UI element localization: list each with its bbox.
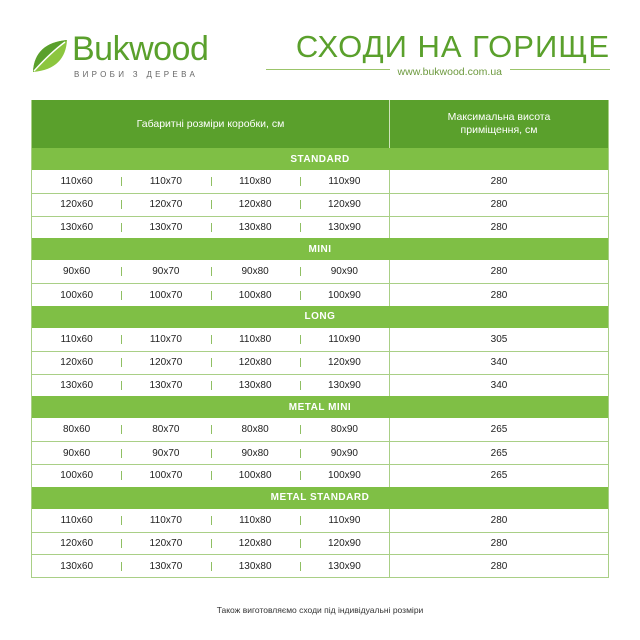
dimension-cell: 120х60 [60,199,94,211]
table-row [32,170,608,193]
dimension-cells [32,328,390,351]
leaf-icon [30,36,70,76]
dimension-cells [32,465,390,487]
dimension-cell: 110х90 [300,515,389,526]
dimension-cell: 130х80 [211,222,300,233]
brand-logo[interactable] [30,28,209,84]
dimension-cell: 80х80 [211,424,300,435]
dimension-cell: 110х80 [211,176,300,187]
dimension-cell: 90х70 [121,266,210,277]
dimension-cells [32,442,390,464]
dimension-cell: 120х60 [60,357,94,369]
table-row [32,216,608,239]
table-row [32,283,608,306]
max-height-cell: 280 [490,289,508,301]
dimension-cell: 130х70 [121,380,210,391]
dimension-cell: 120х60 [60,537,94,549]
section-header: MINI [32,238,608,260]
table-row [32,509,608,532]
dimension-cell: 130х60 [60,379,94,391]
dimension-cell: 100х60 [60,470,94,482]
max-height-cell: 265 [490,424,508,436]
table-row [32,464,608,487]
table-row [32,328,608,351]
dimension-cell: 110х90 [300,176,389,187]
dimension-cells [32,217,390,239]
dimension-cells [32,194,390,216]
column-header-dimensions: Габаритні розміри коробки, см [32,100,390,148]
brand-name: Bukwood [72,30,209,68]
dimension-cell: 130х60 [60,560,94,572]
table-row [32,374,608,397]
dimension-cells [32,352,390,374]
footnote: Також виготовляємо сходи під індивідуальні розміри [216,605,424,615]
table-row [32,418,608,441]
dimension-cell: 110х60 [60,175,93,187]
max-height-cell: 280 [490,175,508,187]
dimension-cell: 80х60 [63,424,91,436]
dimension-cells [32,533,390,555]
dimension-cell: 90х80 [211,448,300,459]
table-row [32,260,608,283]
dimension-cell: 120х90 [300,357,389,368]
dimension-cell: 110х90 [300,334,389,345]
column-header-max-height-label: Максимальна висота приміщення, см [447,111,551,136]
dimension-cells [32,555,390,577]
size-table [31,100,609,578]
dimension-cell: 110х70 [121,515,210,526]
dimension-cell: 120х70 [121,199,210,210]
page-title: СХОДИ НА ГОРИЩЕ [295,29,610,64]
dimension-cell: 120х70 [121,357,210,368]
table-header [32,100,608,148]
dimension-cell: 90х90 [300,266,389,277]
section-header: METAL MINI [32,396,608,418]
dimension-cell: 80х90 [300,424,389,435]
dimension-cell: 130х90 [300,380,389,391]
section-rows [32,260,608,306]
dimension-cell: 120х90 [300,199,389,210]
dimension-cells [32,418,390,441]
dimension-cell: 130х80 [211,380,300,391]
dimension-cell: 120х80 [211,538,300,549]
dimension-cells [32,260,390,283]
dimension-cell: 100х80 [211,470,300,481]
dimension-cell: 90х80 [211,266,300,277]
max-height-cell: 340 [490,357,508,369]
dimension-cell: 130х70 [121,561,210,572]
table-row [32,351,608,374]
dimension-cell: 100х80 [211,290,300,301]
dimension-cell: 100х70 [121,290,210,301]
dimension-cell: 120х80 [211,199,300,210]
dimension-cell: 110х80 [211,515,300,526]
table-row [32,532,608,555]
dimension-cell: 90х70 [121,448,210,459]
max-height-cell: 280 [490,537,508,549]
section-rows [32,509,608,577]
dimension-cell: 110х60 [60,514,93,526]
dimension-cell: 110х70 [121,334,210,345]
brand-tagline: ВИРОБИ З ДЕРЕВА [74,70,199,79]
dimension-cell: 110х80 [211,334,300,345]
dimension-cell: 110х60 [60,333,93,345]
dimension-cell: 120х80 [211,357,300,368]
max-height-cell: 280 [490,266,508,278]
dimension-cell: 100х70 [121,470,210,481]
dimension-cell: 100х90 [300,290,389,301]
site-url-link[interactable]: www.bukwood.com.ua [390,66,510,78]
max-height-cell: 265 [490,470,508,482]
page-header [0,0,640,96]
max-height-cell: 280 [490,221,508,233]
dimension-cell: 130х60 [60,221,94,233]
dimension-cell: 100х90 [300,470,389,481]
dimension-cell: 130х90 [300,561,389,572]
max-height-cell: 280 [490,514,508,526]
dimension-cells [32,170,390,193]
table-row [32,441,608,464]
section-rows [32,418,608,486]
dimension-cells [32,284,390,306]
max-height-cell: 265 [490,447,508,459]
dimension-cell: 90х60 [63,266,91,278]
dimension-cell: 120х70 [121,538,210,549]
dimension-cell: 130х80 [211,561,300,572]
dimension-cell: 130х70 [121,222,210,233]
dimension-cell: 90х90 [300,448,389,459]
dimension-cells [32,375,390,397]
section-rows [32,170,608,238]
table-row [32,554,608,577]
max-height-cell: 280 [490,560,508,572]
table-body [32,148,608,577]
section-rows [32,328,608,396]
dimension-cell: 120х90 [300,538,389,549]
dimension-cell: 90х60 [63,447,91,459]
max-height-cell: 305 [490,333,508,345]
column-header-max-height [390,100,608,148]
max-height-cell: 340 [490,379,508,391]
section-header: LONG [32,306,608,328]
dimension-cell: 100х60 [60,289,94,301]
max-height-cell: 280 [490,199,508,211]
dimension-cell: 130х90 [300,222,389,233]
dimension-cell: 80х70 [121,424,210,435]
dimension-cell: 110х70 [121,176,210,187]
section-header: METAL STANDARD [32,487,608,509]
dimension-cells [32,509,390,532]
table-row [32,193,608,216]
section-header: STANDARD [32,148,608,170]
